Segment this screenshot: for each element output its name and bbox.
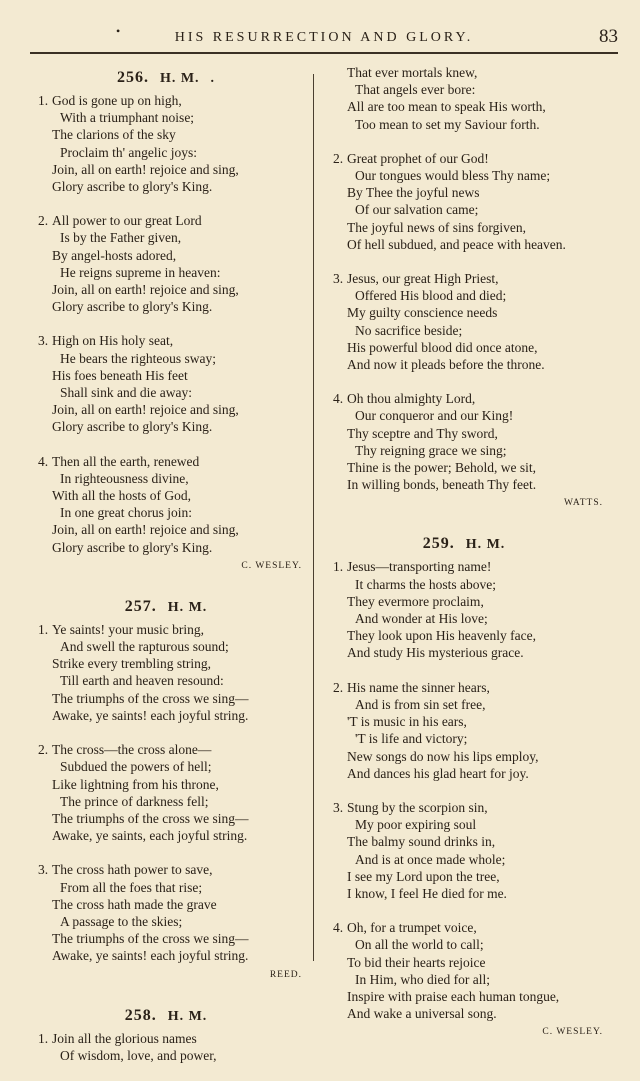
verse-line (325, 64, 603, 81)
stanza (325, 270, 603, 373)
verse-line (30, 896, 302, 913)
verse-text: And is at once made whole; (355, 851, 506, 867)
stanza-number: 3. (333, 271, 344, 287)
verse-line (30, 879, 302, 896)
stanza-number: 1. (38, 621, 49, 637)
verse-text: Proclaim th' angelic joys: (60, 144, 198, 160)
verse-line (30, 401, 302, 418)
verse-line (30, 793, 302, 810)
verse-text: Offered His blood and died; (355, 288, 507, 304)
verse-line (325, 885, 603, 902)
verse-text: They evermore proclaim, (347, 593, 484, 609)
verse-line (30, 161, 302, 178)
running-title: HIS RESURRECTION AND GLORY. (174, 30, 474, 45)
stanza-number: 2. (38, 213, 49, 229)
verse-line (325, 116, 603, 133)
stanza (30, 741, 302, 844)
verse-line (30, 247, 302, 264)
verse-text: Jesus, our great High Priest, (347, 271, 499, 287)
verse-text: Glory ascribe to glory's King. (52, 539, 213, 555)
verse-line (325, 476, 603, 493)
verse-line (325, 1005, 603, 1022)
verse-line (325, 851, 603, 868)
verse-line (30, 418, 302, 435)
stanza (325, 64, 603, 133)
verse-line (325, 627, 603, 644)
verse-line (325, 167, 603, 184)
verse-text: Awake, ye saints! each joyful string. (52, 948, 249, 964)
verse-text: The balmy sound drinks in, (347, 834, 496, 850)
verse-line (325, 270, 603, 287)
verse-line (325, 593, 603, 610)
verse-line (325, 81, 603, 98)
verse-text: A passage to the skies; (60, 913, 183, 929)
verse-line (30, 776, 302, 793)
verse-line (325, 868, 603, 885)
hymn-author: WATTS. (564, 498, 603, 509)
verse-text: Then all the earth, renewed (52, 453, 200, 469)
hymn-258-continued (325, 64, 603, 493)
verse-text: By angel-hosts adored, (52, 247, 177, 263)
verse-line (325, 558, 603, 575)
hymn-meter: H. M. (465, 537, 506, 553)
verse-line (30, 655, 302, 672)
ornament-mark: • (116, 24, 121, 38)
stanza-number: 3. (333, 799, 344, 815)
verse-line (30, 453, 302, 470)
stanza (325, 558, 603, 661)
verse-text: Join all the glorious names (52, 1030, 197, 1046)
verse-text: And is from sin set free, (355, 696, 486, 712)
verse-text: 'T is life and victory; (355, 731, 468, 747)
hymn-258-heading (30, 1002, 302, 1030)
verse-line (30, 741, 302, 758)
verse-line (30, 109, 302, 126)
stanza-number: 3. (38, 862, 49, 878)
verse-text: That angels ever bore: (355, 82, 476, 98)
verse-line (325, 150, 603, 167)
stanza (325, 679, 603, 782)
verse-line (30, 470, 302, 487)
stanza (325, 799, 603, 902)
verse-line (325, 988, 603, 1005)
hymn-257-heading (30, 593, 302, 621)
verse-line (325, 833, 603, 850)
verse-text: And wake a universal song. (347, 1006, 497, 1022)
verse-line (30, 758, 302, 775)
verse-line (325, 425, 603, 442)
verse-text: The triumphs of the cross we sing— (52, 810, 249, 826)
verse-line (30, 1030, 302, 1047)
verse-line (325, 442, 603, 459)
stanza-number: 2. (38, 742, 49, 758)
hymn-meter: H. M. (167, 1008, 208, 1024)
verse-text: Thy sceptre and Thy sword, (347, 425, 498, 441)
verse-line (30, 1047, 302, 1064)
verse-text: Inspire with praise each human tongue, (347, 988, 560, 1004)
verse-text: The joyful news of sins forgiven, (347, 219, 526, 235)
verse-line (325, 201, 603, 218)
verse-text: Awake, ye saints! each joyful string. (52, 707, 249, 723)
verse-text: Till earth and heaven resound: (60, 673, 224, 689)
stanza (325, 919, 603, 1022)
verse-line (30, 144, 302, 161)
verse-text: Subdued the powers of hell; (60, 759, 212, 775)
verse-text: Thy reigning grace we sing; (355, 442, 507, 458)
verse-line (30, 638, 302, 655)
verse-text: Thine is the power; Behold, we sit, (347, 460, 536, 476)
verse-line (30, 298, 302, 315)
verse-text: In Him, who died for all; (355, 971, 490, 987)
verse-line (325, 696, 603, 713)
stanza-number: 4. (333, 920, 344, 936)
verse-line (30, 539, 302, 556)
left-column (30, 64, 302, 1081)
verse-line (30, 92, 302, 109)
verse-text: From all the foes that rise; (60, 879, 203, 895)
verse-text: And dances his glad heart for joy. (347, 765, 529, 781)
stanza (30, 212, 302, 315)
verse-line (325, 287, 603, 304)
hymn-259-heading (325, 530, 603, 558)
hymn-author: C. WESLEY. (241, 560, 302, 571)
hymn-number: 257. (124, 597, 157, 615)
verse-line (325, 748, 603, 765)
verse-line (30, 690, 302, 707)
verse-line (325, 679, 603, 696)
verse-line (325, 184, 603, 201)
verse-text: Join, all on earth! rejoice and sing, (52, 161, 239, 177)
verse-text: It charms the hosts above; (355, 576, 496, 592)
verse-line (30, 384, 302, 401)
verse-line (30, 178, 302, 195)
verse-line (325, 576, 603, 593)
verse-line (325, 816, 603, 833)
verse-text: My poor expiring soul (355, 817, 477, 833)
hymn-meter: H. M. (159, 71, 200, 86)
verse-text: And wonder at His love; (355, 611, 488, 627)
verse-line (325, 936, 603, 953)
verse-line (30, 521, 302, 538)
stanza-number: 2. (333, 150, 344, 166)
verse-line (325, 304, 603, 321)
verse-text: With a triumphant noise; (60, 110, 195, 126)
verse-text: Join, all on earth! rejoice and sing, (52, 282, 239, 298)
verse-line (325, 459, 603, 476)
verse-text: He reigns supreme in heaven: (60, 264, 221, 280)
verse-line (325, 919, 603, 936)
verse-text: New songs do now his lips employ, (347, 748, 539, 764)
verse-line (325, 730, 603, 747)
verse-text: Join, all on earth! rejoice and sing, (52, 522, 239, 538)
verse-line (30, 367, 302, 384)
verse-text: And swell the rapturous sound; (60, 639, 229, 655)
verse-text: Of wisdom, love, and power, (60, 1047, 217, 1063)
verse-text: The cross—the cross alone— (52, 742, 212, 758)
stanza-number: 1. (38, 93, 49, 108)
verse-text: High on His holy seat, (52, 333, 174, 349)
verse-line (30, 707, 302, 724)
stanza (30, 861, 302, 964)
verse-text: And study His mysterious grace. (347, 645, 524, 661)
verse-line (325, 954, 603, 971)
verse-text: His name the sinner hears, (347, 679, 490, 695)
verse-text: His foes beneath His feet (52, 367, 188, 383)
hymn-259 (325, 558, 603, 1022)
hymn-author: C. WESLEY. (542, 1027, 603, 1038)
verse-line (30, 621, 302, 638)
verse-line (30, 861, 302, 878)
stanza-number: 1. (38, 1030, 49, 1046)
verse-line (325, 339, 603, 356)
hymn-258 (30, 1030, 302, 1064)
verse-text: The cross hath made the grave (52, 896, 217, 912)
stanza (30, 1030, 302, 1064)
verse-text: Of our salvation came; (355, 202, 479, 218)
stanza-number: 3. (38, 333, 49, 349)
verse-text: All are too mean to speak His worth, (347, 99, 546, 115)
verse-text: By Thee the joyful news (347, 185, 480, 201)
verse-line (325, 765, 603, 782)
verse-line (30, 126, 302, 143)
column-divider (313, 74, 314, 961)
verse-text: The prince of darkness fell; (60, 793, 209, 809)
verse-line (325, 390, 603, 407)
verse-text: Like lightning from his throne, (52, 776, 219, 792)
verse-text: Ye saints! your music bring, (52, 621, 205, 637)
verse-line (325, 219, 603, 236)
verse-text: That ever mortals knew, (347, 65, 478, 80)
verse-text: Of hell subdued, and peace with heaven. (347, 236, 566, 252)
stanza-number: 1. (333, 559, 344, 575)
verse-text: Too mean to set my Saviour forth. (355, 116, 540, 132)
stanza (30, 332, 302, 435)
verse-text: On all the world to call; (355, 937, 484, 953)
verse-line (325, 407, 603, 424)
verse-line (325, 713, 603, 730)
verse-text: In one great chorus join: (60, 505, 192, 521)
verse-line (30, 332, 302, 349)
verse-text: Glory ascribe to glory's King. (52, 419, 213, 435)
verse-text: Glory ascribe to glory's King. (52, 299, 213, 315)
verse-text: The clarions of the sky (52, 127, 176, 143)
stanza-number: 2. (333, 679, 344, 695)
verse-text: His powerful blood did once atone, (347, 339, 538, 355)
page-header (30, 24, 618, 50)
verse-text: I know, I feel He died for me. (347, 885, 507, 901)
verse-text: The cross hath power to save, (52, 862, 213, 878)
verse-line (30, 913, 302, 930)
verse-line (30, 212, 302, 229)
verse-line (325, 971, 603, 988)
page-number: 83 (599, 26, 618, 47)
right-column (325, 64, 603, 1059)
verse-line (325, 236, 603, 253)
hymn-256-heading (30, 64, 302, 92)
verse-line (30, 264, 302, 281)
verse-text: In righteousness divine, (60, 470, 189, 486)
verse-text: To bid their hearts rejoice (347, 954, 486, 970)
verse-text: They look upon His heavenly face, (347, 628, 536, 644)
hymn-number: 256. (116, 69, 149, 86)
verse-text: Oh thou almighty Lord, (347, 391, 476, 407)
stanza (30, 621, 302, 724)
stanza-number: 4. (333, 391, 344, 407)
verse-text: Jesus—transporting name! (347, 559, 492, 575)
verse-text: Shall sink and die away: (60, 385, 192, 401)
verse-line (30, 672, 302, 689)
verse-line (325, 799, 603, 816)
verse-text: In willing bonds, beneath Thy feet. (347, 477, 537, 493)
verse-text: With all the hosts of God, (52, 488, 191, 504)
verse-text: Glory ascribe to glory's King. (52, 179, 213, 195)
stanza (30, 453, 302, 556)
verse-line (325, 356, 603, 373)
verse-text: The triumphs of the cross we sing— (52, 690, 249, 706)
verse-text: Stung by the scorpion sin, (347, 799, 488, 815)
verse-line (325, 644, 603, 661)
verse-text: Oh, for a trumpet voice, (347, 920, 477, 936)
verse-text: Strike every trembling string, (52, 656, 211, 672)
stanza (30, 92, 302, 195)
stanza-number: 4. (38, 453, 49, 469)
verse-text: God is gone up on high, (52, 93, 182, 108)
verse-text: Our conqueror and our King! (355, 408, 514, 424)
verse-text: No sacrifice beside; (355, 322, 463, 338)
verse-text: Our tongues would bless Thy name; (355, 168, 551, 184)
verse-line (30, 947, 302, 964)
verse-line (30, 281, 302, 298)
stanza (325, 150, 603, 253)
verse-text: The triumphs of the cross we sing— (52, 931, 249, 947)
header-rule (30, 52, 618, 54)
hymn-mark: . (210, 71, 216, 86)
verse-line (30, 229, 302, 246)
verse-text: And now it pleads before the throne. (347, 357, 545, 373)
verse-text: All power to our great Lord (52, 213, 202, 229)
verse-text: My guilty conscience needs (347, 305, 498, 321)
verse-line (30, 930, 302, 947)
verse-text: He bears the righteous sway; (60, 350, 216, 366)
verse-text: Is by the Father given, (60, 230, 182, 246)
verse-text: Awake, ye saints, each joyful string. (52, 828, 248, 844)
verse-line (30, 487, 302, 504)
verse-line (30, 827, 302, 844)
hymn-number: 258. (124, 1006, 157, 1024)
verse-text: 'T is music in his ears, (347, 714, 467, 730)
verse-text: Join, all on earth! rejoice and sing, (52, 402, 239, 418)
verse-line (325, 322, 603, 339)
verse-text: I see my Lord upon the tree, (347, 868, 500, 884)
verse-line (30, 504, 302, 521)
hymn-meter: H. M. (167, 599, 208, 615)
hymn-257 (30, 621, 302, 965)
verse-line (325, 610, 603, 627)
hymn-256 (30, 92, 302, 556)
verse-text: Great prophet of our God! (347, 150, 489, 166)
verse-line (30, 350, 302, 367)
verse-line (30, 810, 302, 827)
stanza (325, 390, 603, 493)
verse-line (325, 98, 603, 115)
hymn-author: REED. (269, 969, 302, 980)
hymn-number: 259. (422, 535, 455, 553)
